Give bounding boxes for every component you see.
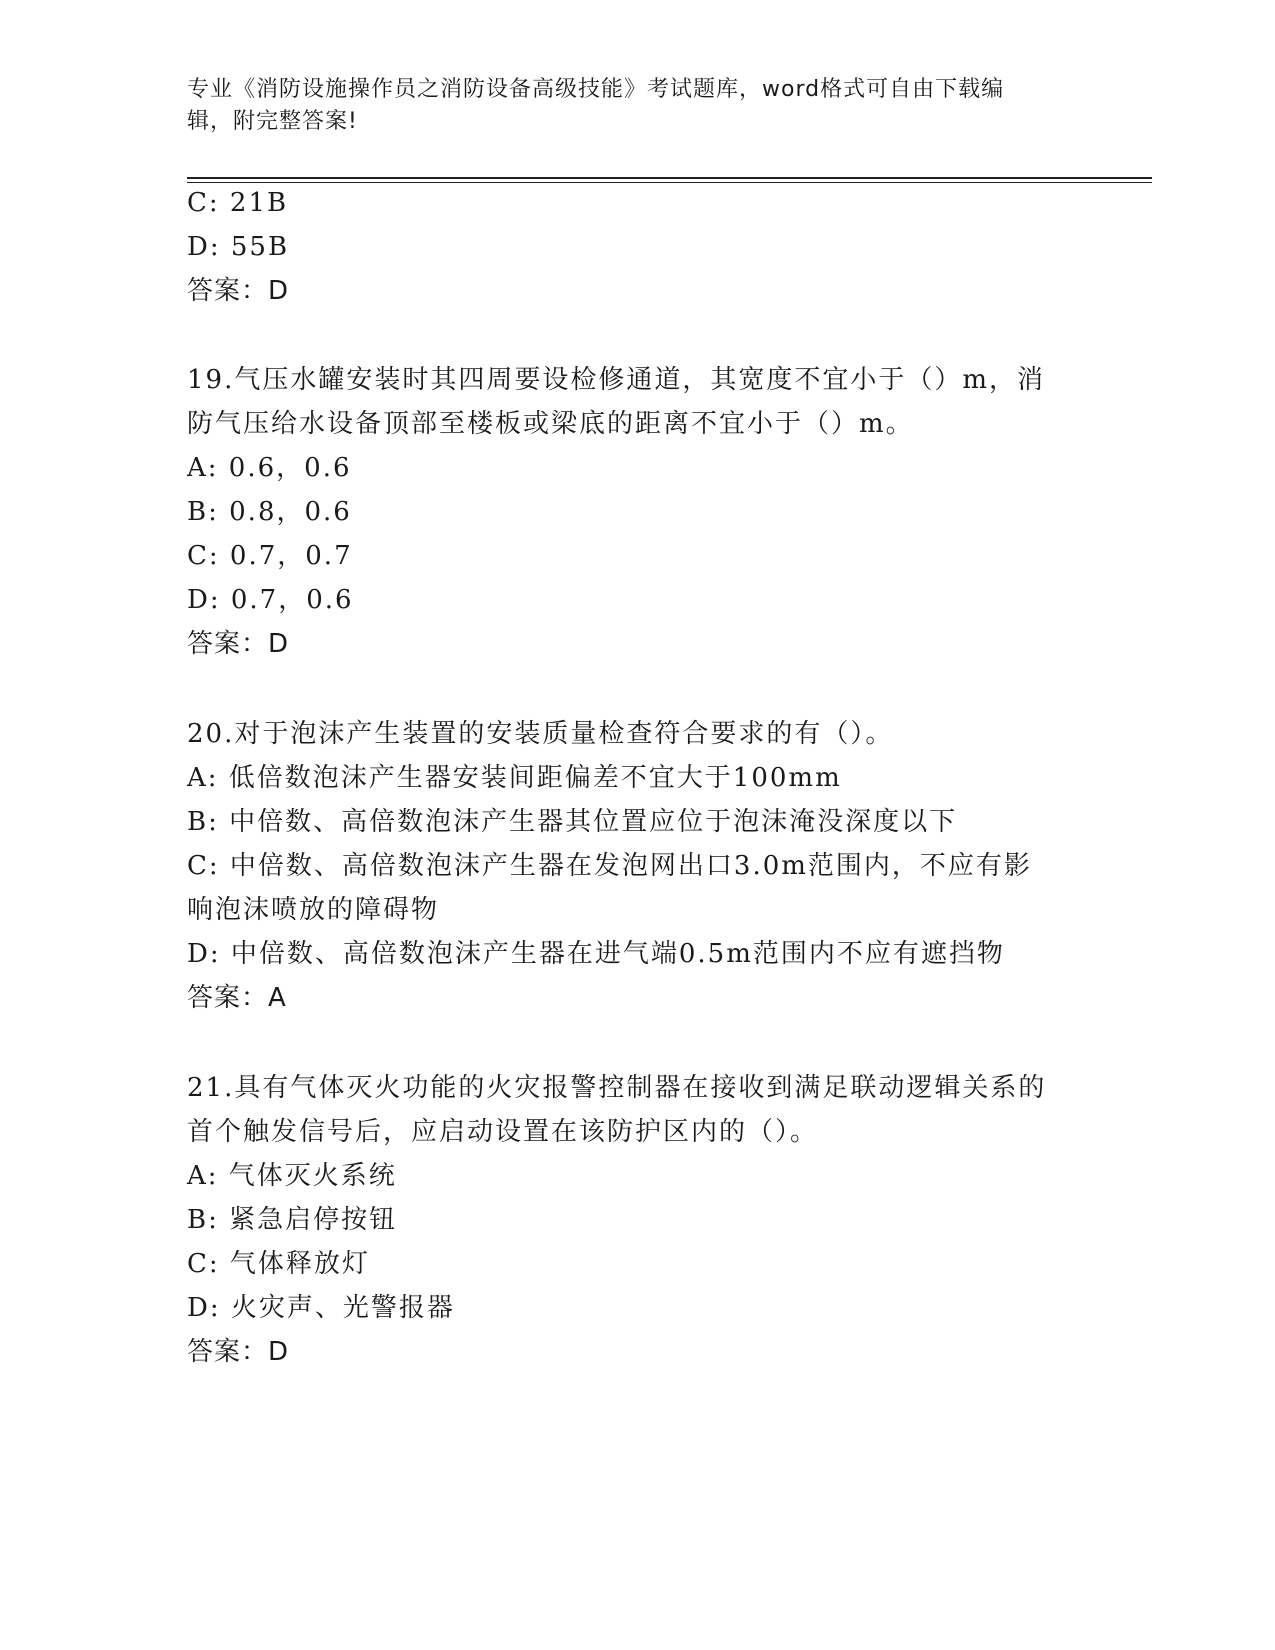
prev-option-c: C: 21B	[187, 188, 289, 218]
q20-option-c-line-1: C: 中倍数、高倍数泡沫产生器在发泡网出口3.0m范围内，不应有影	[187, 851, 1032, 881]
q20-stem: 20.对于泡沫产生装置的安装质量检查符合要求的有（）。	[187, 719, 894, 749]
header-divider-thick	[187, 177, 1152, 179]
q21-option-a: A: 气体灭火系统	[187, 1161, 397, 1191]
prev-option-d: D: 55B	[187, 232, 290, 262]
q20-option-d: D: 中倍数、高倍数泡沫产生器在进气端0.5m范围内不应有遮挡物	[187, 939, 1005, 969]
prev-answer: 答案：D	[187, 276, 290, 306]
q19-option-b: B: 0.8，0.6	[187, 497, 352, 527]
header-line-2: 辑，附完整答案!	[187, 109, 358, 134]
q19-option-a: A: 0.6，0.6	[187, 453, 352, 483]
q20-option-b: B: 中倍数、高倍数泡沫产生器其位置应位于泡沫淹没深度以下	[187, 807, 958, 837]
q19-stem-line-2: 防气压给水设备顶部至楼板或梁底的距离不宜小于（）m。	[187, 409, 914, 439]
q21-stem-line-1: 21.具有气体灭火功能的火灾报警控制器在接收到满足联动逻辑关系的	[187, 1073, 1047, 1103]
q21-option-c: C: 气体释放灯	[187, 1249, 370, 1279]
header-divider-thin	[187, 182, 1152, 183]
q21-option-b: B: 紧急启停按钮	[187, 1205, 398, 1235]
q19-answer: 答案：D	[187, 629, 290, 659]
document-header	[187, 74, 1067, 138]
q21-stem-line-2: 首个触发信号后，应启动设置在该防护区内的（）。	[187, 1117, 819, 1147]
header-line-1: 专业《消防设施操作员之消防设备高级技能》考试题库，word格式可自由下载编	[187, 77, 1005, 102]
q19-stem-line-1: 19.气压水罐安装时其四周要设检修通道，其宽度不宜小于（）m，消	[187, 365, 1046, 395]
q20-option-a: A: 低倍数泡沫产生器安装间距偏差不宜大于100mm	[187, 763, 842, 793]
q19-option-d: D: 0.7，0.6	[187, 585, 354, 615]
q21-option-d: D: 火灾声、光警报器	[187, 1293, 455, 1323]
q20-option-c-line-2: 响泡沫喷放的障碍物	[187, 895, 440, 925]
q21-answer: 答案：D	[187, 1337, 290, 1367]
q19-option-c: C: 0.7，0.7	[187, 541, 353, 571]
q20-answer: 答案：A	[187, 983, 287, 1013]
